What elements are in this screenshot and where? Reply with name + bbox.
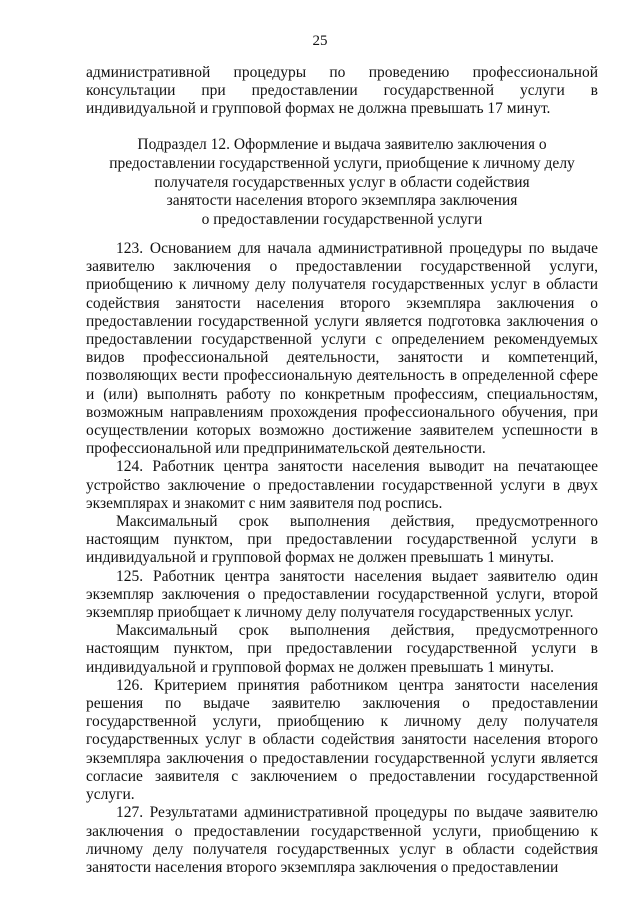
paragraph-127: 127. Результатами административной процедуры по выдаче заявителю заключения о предоставлении государственной услуги, приобщению к личному делу получателя государственных услуг в области содействия занятости населения второго экземпляра заключения о предоставлении — [86, 804, 598, 876]
subsection-heading-line: предоставлении государственной услуги, приобщение к личному делу — [109, 154, 575, 172]
paragraph-126: 126. Критерием принятия работником центра занятости населения решения по выдаче заявителю заключения о предоставлении государственной услуги, приобщению к личному делу получателя государственных услуг в области содействия занятости населения второго экземпляра заключения о предоставлении государственной услуги является согласие заявителя с заключением о предоставлении государственной услуги. — [86, 676, 598, 804]
paragraph-125-deadline: Максимальный срок выполнения действия, предусмотренного настоящим пунктом, при предоставлении государственной услуги в индивидуальной и групповой формах не должен превышать 1 минуты. — [86, 622, 598, 676]
page-number: 25 — [312, 33, 328, 49]
intro-paragraph: административной процедуры по проведению профессиональной консультации при предоставлении государственной услуги в индивидуальной и групповой формах не должна превышать 17 минут. — [86, 64, 598, 118]
subsection-heading-line: Подраздел 12. Оформление и выдача заявителю заключения о — [137, 136, 547, 153]
subsection-heading — [96, 136, 588, 230]
subsection-heading-line: занятости населения второго экземпляра заключения — [166, 192, 518, 210]
subsection-heading-line: получателя государственных услуг в области содействия — [154, 173, 530, 191]
paragraph-125: 125. Работник центра занятости населения выдает заявителю один экземпляр заключения о предоставлении государственной услуги, второй экземпляр приобщает к личному делу получателя государственных услуг. — [86, 567, 598, 622]
paragraph-124-deadline: Максимальный срок выполнения действия, предусмотренного настоящим пунктом, при предоставлении государственной услуги в индивидуальной и групповой формах не должен превышать 1 минуты. — [86, 513, 598, 567]
paragraph-123: 123. Основанием для начала административной процедуры по выдаче заявителю заключения о предоставлении государственной услуги, приобщению к личному делу получателя государственных услуг в области содействия занятости населения второго экземпляра заключения о предоставлении государственной услуги является подготовка заключения о предоставлении государственной услуги с определением рекомендуемых видов профессиональной деятельности, занятости и компетенций, позволяющих вести профессиональную деятельность в определенной сфере и (или) выполнять работу по конкретным профессиям, специальностям, возможным направлениям прохождения профессионального обучения, при осуществлении которых возможно достижение заявителем успешности в профессиональной или предпринимательской деятельности. — [86, 240, 598, 458]
subsection-heading-line: о предоставлении государственной услуги — [201, 211, 483, 229]
main-text — [86, 240, 598, 877]
paragraph-124: 124. Работник центра занятости населения выводит на печатающее устройство заключение о предоставлении государственной услуги в двух экземплярах и знакомит с ним заявителя под роспись. — [86, 458, 598, 512]
intro-block — [86, 64, 598, 119]
